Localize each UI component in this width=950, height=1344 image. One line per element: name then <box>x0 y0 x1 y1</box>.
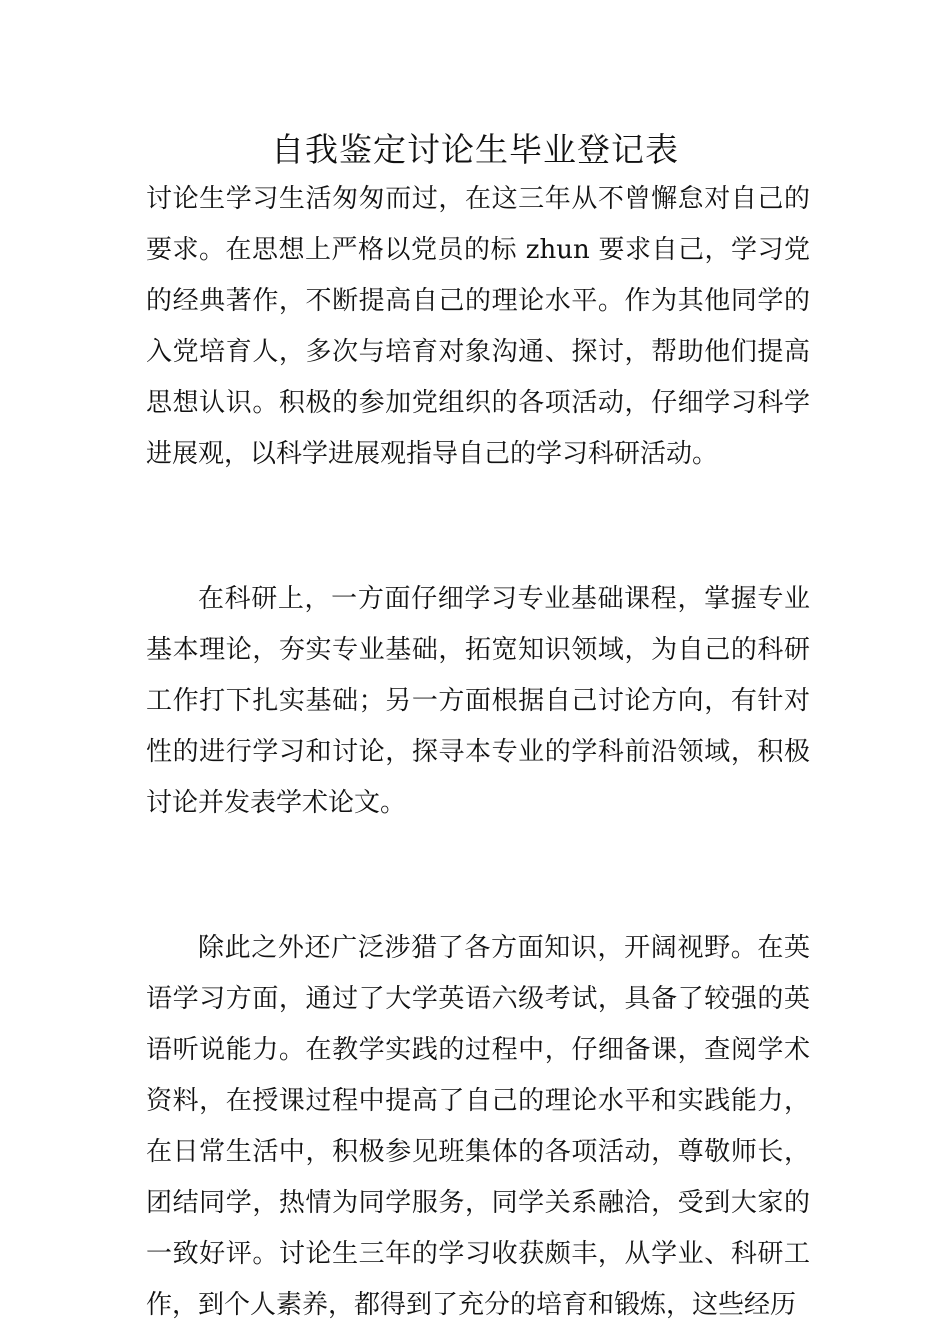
paragraph-2: 在科研上，一方面仔细学习专业基础课程，掌握专业基本理论，夯实专业基础，拓宽知识领域，为自己的科研工作打下扎实基础；另一方面根据自己讨论方向，有针对性的进行学习和讨论，探寻本专业的学科前沿领域，积极讨论并发表学术论文。 <box>146 584 810 818</box>
paragraph-3: 除此之外还广泛涉猎了各方面知识，开阔视野。在英语学习方面，通过了大学英语六级考试，具备了较强的英语听说能力。在教学实践的过程中，仔细备课，查阅学术资料，在授课过程中提高了自己的理论水平和实践能力，在日常生活中，积极参见班集体的各项活动，尊敬师长，团结同学，热情为同学服务，同学关系融洽，受到大家的一致好评。讨论生三年的学习收获颇丰，从学业、科研工作，到个人素养，都得到了充分的培育和锻炼，这些经历 <box>146 933 810 1320</box>
document-body <box>146 174 810 1331</box>
paragraph-1: 讨论生学习生活匆匆而过，在这三年从不曾懈怠对自己的要求。在思想上严格以党员的标 zhun 要求自己，学习党的经典著作，不断提高自己的理论水平。作为其他同学的入党培育人，多次与培育对象沟通、探讨，帮助他们提高思想认识。积极的参加党组织的各项活动，仔细学习科学进展观，以科学进展观指导自己的学习科研活动。 <box>146 184 810 469</box>
document-title: 自我鉴定讨论生毕业登记表 <box>271 130 679 169</box>
paragraph-spacer <box>146 829 810 923</box>
paragraph-spacer <box>146 480 810 574</box>
